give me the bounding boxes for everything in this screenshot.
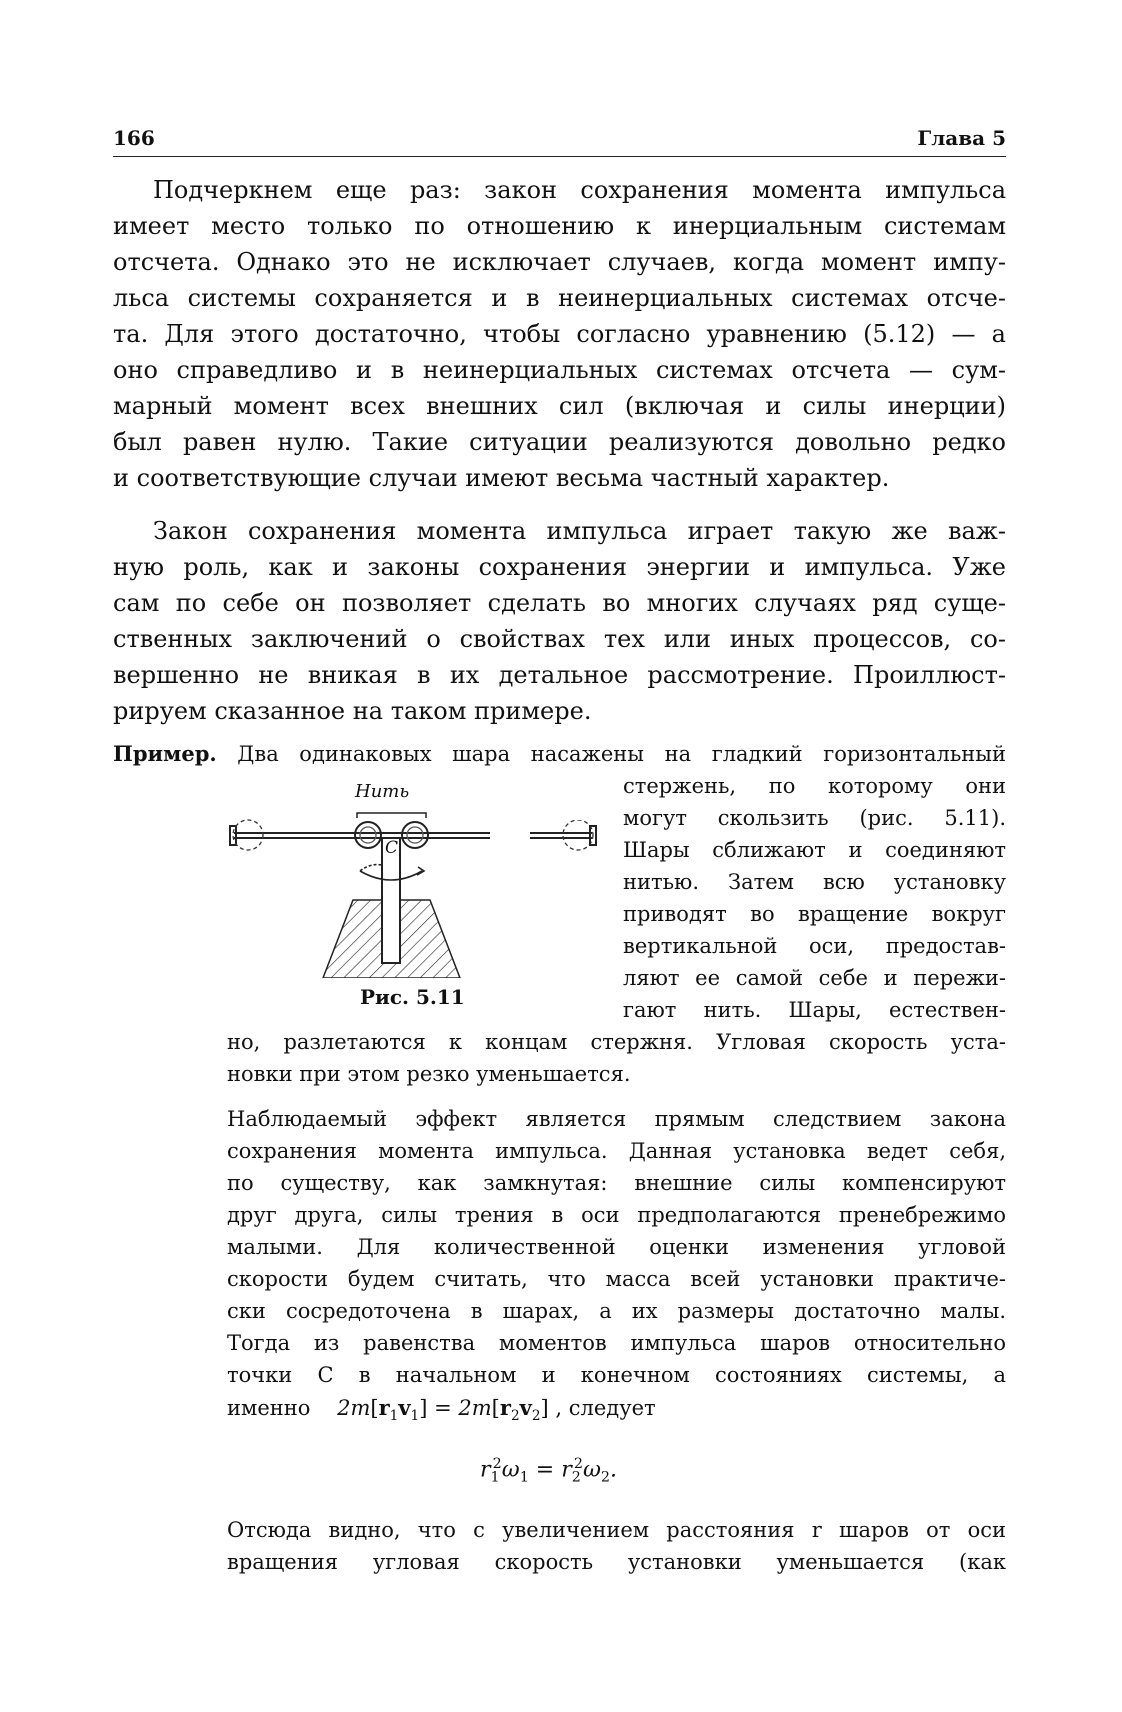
- text-line: был равен нулю. Такие ситуации реализуются довольно редко: [113, 428, 1006, 456]
- rod-right-end: [530, 820, 610, 860]
- angular-velocity-formula: $r_1^2\omega_1 = r_2^2\omega_2$.: [480, 1456, 618, 1486]
- text-line: по существу, как замкнутая: внешние силы компенсируют: [227, 1171, 1006, 1195]
- point-c-label: C: [385, 838, 399, 858]
- text-line: гают нить. Шары, естествен-: [623, 998, 1006, 1022]
- text-line: льса системы сохраняется и в неинерциальных системах отсче-: [113, 284, 1006, 312]
- text-line: точки C в начальном и конечном состояниях системы, а: [227, 1363, 1006, 1387]
- text-line: рируем сказанное на таком примере.: [113, 697, 592, 725]
- paragraph-1: [113, 172, 1006, 496]
- text-line: Закон сохранения момента импульса играет такую же важ-: [153, 517, 1006, 545]
- text-line: друг друга, силы трения в оси предполагаются пренебрежимо: [227, 1203, 1006, 1227]
- text-line: Тогда из равенства моментов импульса шаров относительно: [227, 1331, 1006, 1355]
- formula-suffix: , следует: [555, 1396, 656, 1420]
- text-line: вращения угловая скорость установки уменьшается (как: [227, 1550, 1006, 1574]
- example-first-line: [113, 738, 1006, 770]
- text-line: могут скользить (рис. 5.11).: [623, 806, 1006, 830]
- text-line: Шары сближают и соединяют: [623, 838, 1006, 862]
- text-line: и соответствующие случаи имеют весьма частный характер.: [113, 464, 890, 492]
- text-line: вертикальной оси, предостав-: [623, 934, 1006, 958]
- text-line: но, разлетаются к концам стержня. Угловая скорость уста-: [227, 1030, 1006, 1054]
- text-line: нитью. Затем всю установку: [623, 870, 1006, 894]
- text-line: скорости будем считать, что масса всей установки практиче-: [227, 1267, 1006, 1291]
- example-wrap-text: [623, 770, 1006, 1026]
- formula-prefix: именно: [227, 1396, 311, 1420]
- page-header: [113, 122, 1006, 157]
- page-number: 166: [113, 126, 155, 150]
- paragraph-4: [227, 1514, 1006, 1578]
- figure-5-11: [220, 783, 490, 978]
- chapter-title: Глава 5: [917, 126, 1006, 150]
- text-line: сохранения момента импульса. Данная установка ведет себя,: [227, 1139, 1006, 1163]
- text-line: новки при этом резко уменьшается.: [227, 1062, 631, 1086]
- momentum-equality-formula: $2m[r_1v_1] = 2m[r_2v_2]$: [337, 1395, 549, 1425]
- text-line: та. Для этого достаточно, чтобы согласно уравнению (5.12) — а: [113, 320, 1006, 348]
- text-line: Отсюда видно, что с увеличением расстояния r шаров от оси: [227, 1518, 1006, 1542]
- text-line: стержень, по которому они: [623, 774, 1006, 798]
- paragraph-2: [113, 513, 1006, 729]
- text-line: Подчеркнем еще раз: закон сохранения момента импульса: [153, 176, 1006, 204]
- text-line: Наблюдаемый эффект является прямым следствием закона: [227, 1107, 1006, 1131]
- text-line: приводят во вращение вокруг: [623, 902, 1006, 926]
- text-line: отсчета. Однако это не исключает случаев, когда момент импу-: [113, 248, 1006, 276]
- inline-formula-line: [227, 1395, 656, 1424]
- text-line: ную роль, как и законы сохранения энергии и импульса. Уже: [113, 553, 1006, 581]
- text-line: марный момент всех внешних сил (включая и силы инерции): [113, 392, 1006, 420]
- rod-apparatus-diagram: [220, 783, 490, 978]
- text-line: оно справедливо и в неинерциальных системах отсчета — сум-: [113, 356, 1006, 384]
- text-line: имеет место только по отношению к инерциальным системам: [113, 212, 1006, 240]
- paragraph-3: [227, 1103, 1006, 1391]
- text-line: ляют ее самой себе и пережи-: [623, 966, 1006, 990]
- text-line: малыми. Для количественной оценки изменения угловой: [227, 1235, 1006, 1259]
- text-line: ственных заключений о свойствах тех или иных процессов, со-: [113, 625, 1006, 653]
- thread-label: Нить: [355, 781, 410, 802]
- figure-caption: Рис. 5.11: [360, 985, 465, 1009]
- text-line: сам по себе он позволяет сделать во многих случаях ряд суще-: [113, 589, 1006, 617]
- text-line: вершенно не вникая в их детальное рассмотрение. Проиллюст-: [113, 661, 1006, 689]
- example-text: Два одинаковых шара насажены на гладкий горизонтальный: [237, 742, 1007, 766]
- example-label: Пример.: [113, 741, 217, 766]
- example-after-text: [227, 1026, 1006, 1090]
- text-line: ски сосредоточена в шарах, а их размеры достаточно малы.: [227, 1299, 1006, 1323]
